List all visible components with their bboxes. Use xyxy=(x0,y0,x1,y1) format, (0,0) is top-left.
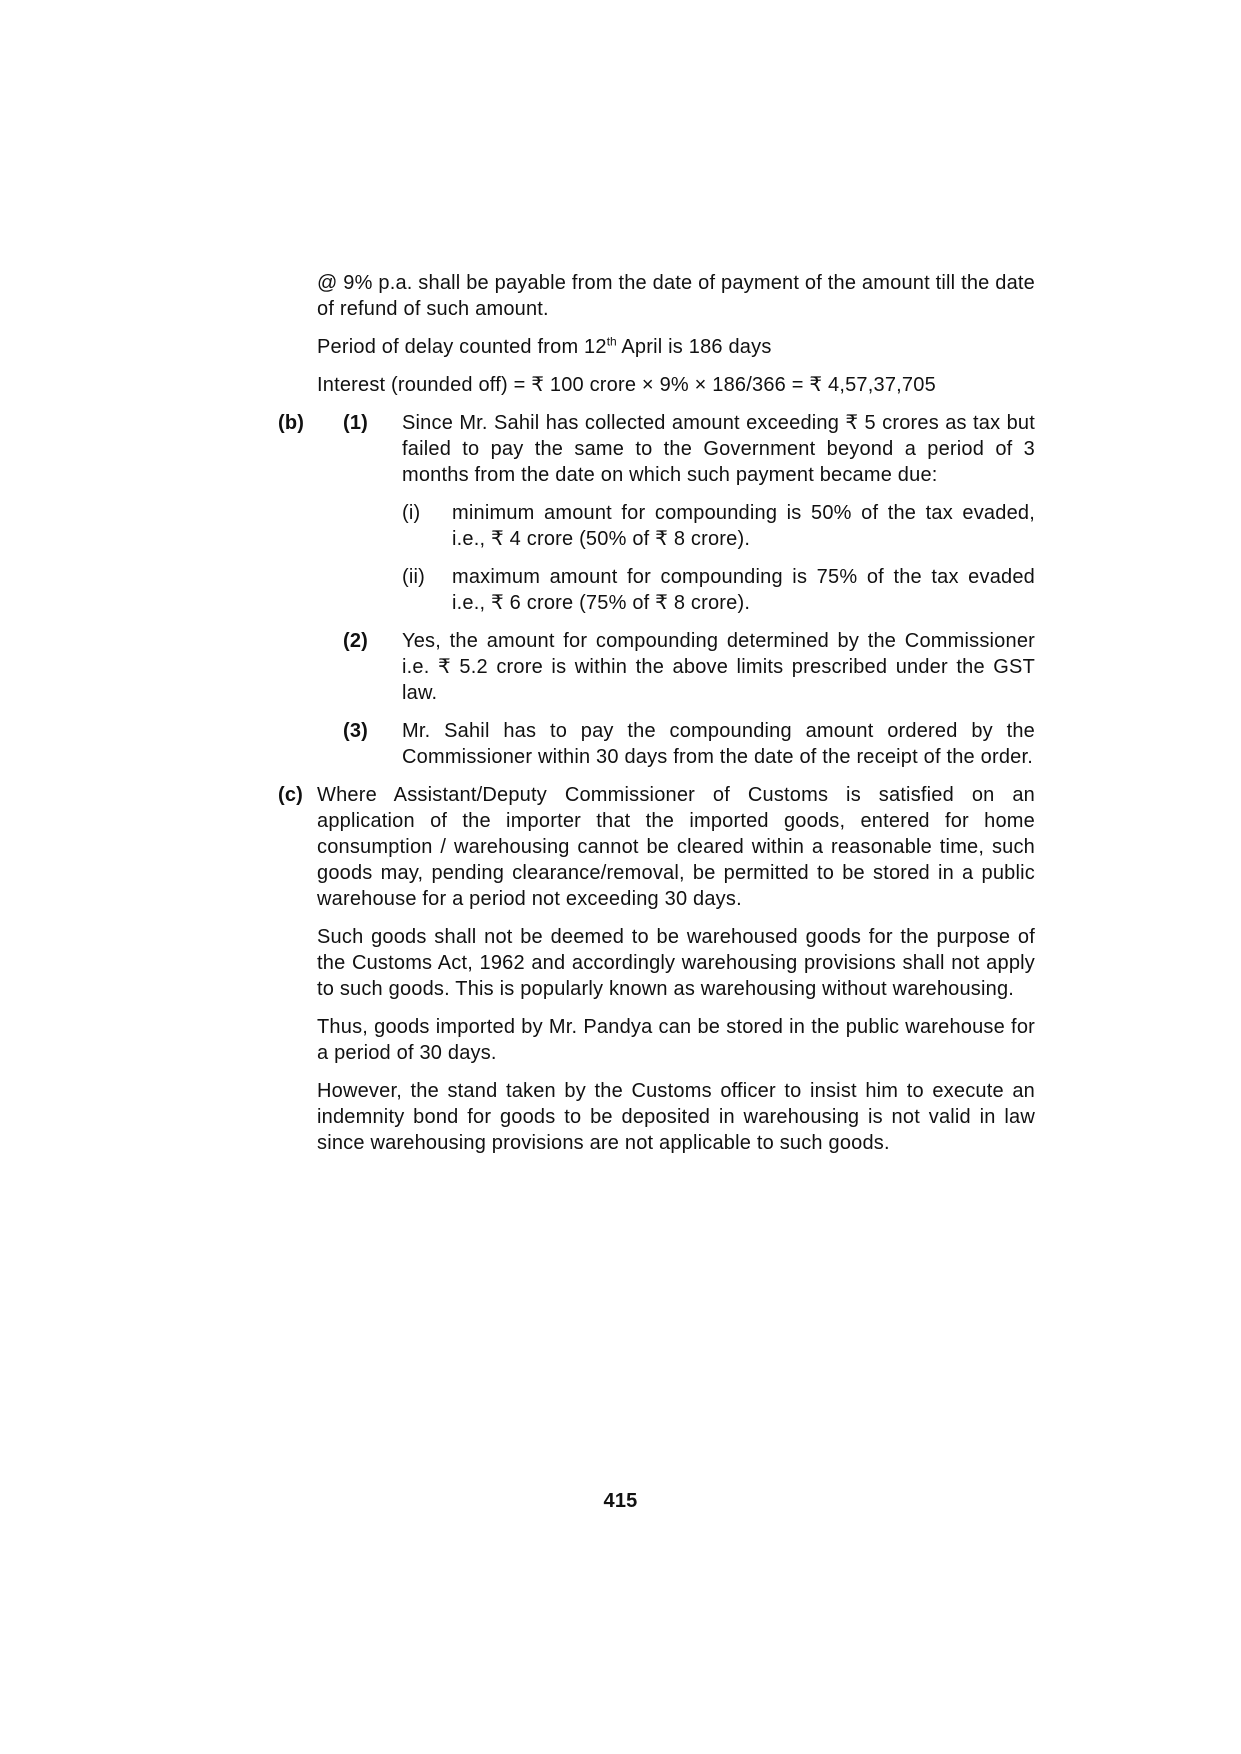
period-of-delay-text-cont: April is 186 days xyxy=(616,336,772,358)
ordinal-superscript: th xyxy=(606,334,617,349)
item-b-roman-ii-text: maximum amount for compounding is 75% of the tax evaded i.e., ₹ 6 crore (75% of ₹ 8 crore). xyxy=(452,566,1035,614)
paragraph-interest-calculation: Interest (rounded off) = ₹ 100 crore × 9% × 186/366 = ₹ 4,57,37,705 xyxy=(317,374,936,396)
item-b-roman-i-text: minimum amount for compounding is 50% of the tax evaded, i.e., ₹ 4 crore (50% of ₹ 8 crore). xyxy=(452,502,1035,550)
item-b-sub-2 xyxy=(343,628,1035,706)
paragraph-interest-payable: @ 9% p.a. shall be payable from the date of payment of the amount till the date of refund of such amount. xyxy=(317,272,1035,320)
item-b-roman-ii xyxy=(402,564,1035,616)
item-b-sub-1 xyxy=(278,410,1035,488)
item-c-paragraph-2: Such goods shall not be deemed to be warehoused goods for the purpose of the Customs Act, 1962 and accordingly warehousing provisions shall not apply to such goods. This is popularly known as warehousing without warehousing. xyxy=(317,926,1035,1000)
item-b-roman-i xyxy=(402,500,1035,552)
item-b-sub-2-text: Yes, the amount for compounding determined by the Commissioner i.e. ₹ 5.2 crore is within the above limits prescribed under the GST law. xyxy=(402,630,1035,704)
item-c-paragraph-3: Thus, goods imported by Mr. Pandya can be stored in the public warehouse for a period of 30 days. xyxy=(317,1016,1035,1064)
item-b-sub-3-label: (3) xyxy=(343,720,369,742)
item-c-label: (c) xyxy=(278,784,304,806)
period-of-delay-text: Period of delay counted from 12 xyxy=(317,336,607,358)
item-b-roman-i-label: (i) xyxy=(402,502,421,524)
item-b-roman-ii-label: (ii) xyxy=(402,566,426,588)
item-b-sub-3 xyxy=(343,718,1035,770)
item-b-sub-3-text: Mr. Sahil has to pay the compounding amount ordered by the Commissioner within 30 days from the date of the receipt of the order. xyxy=(402,720,1035,768)
item-c xyxy=(278,782,1035,912)
item-b-label: (b) xyxy=(278,412,305,434)
item-b-sub-2-label: (2) xyxy=(343,630,369,652)
item-c-paragraph-4: However, the stand taken by the Customs officer to insist him to execute an indemnity bond for goods to be deposited in warehousing is not valid in law since warehousing provisions are not applicable to such goods. xyxy=(317,1080,1035,1154)
item-c-paragraph-1: Where Assistant/Deputy Commissioner of Customs is satisfied on an application of the importer that the imported goods, entered for home consumption / warehousing cannot be cleared within a reasonable time, such goods may, pending clearance/removal, be permitted to be stored in a public warehouse for a period not exceeding 30 days. xyxy=(317,784,1035,910)
page-number: 415 xyxy=(603,1490,638,1512)
item-b-sub-1-text: Since Mr. Sahil has collected amount exceeding ₹ 5 crores as tax but failed to pay the same to the Government beyond a period of 3 months from the date on which such payment became due: xyxy=(402,412,1035,486)
item-b-sub-1-label: (1) xyxy=(343,412,369,434)
paragraph-period-of-delay xyxy=(317,334,1035,360)
page-content xyxy=(278,270,1035,1168)
